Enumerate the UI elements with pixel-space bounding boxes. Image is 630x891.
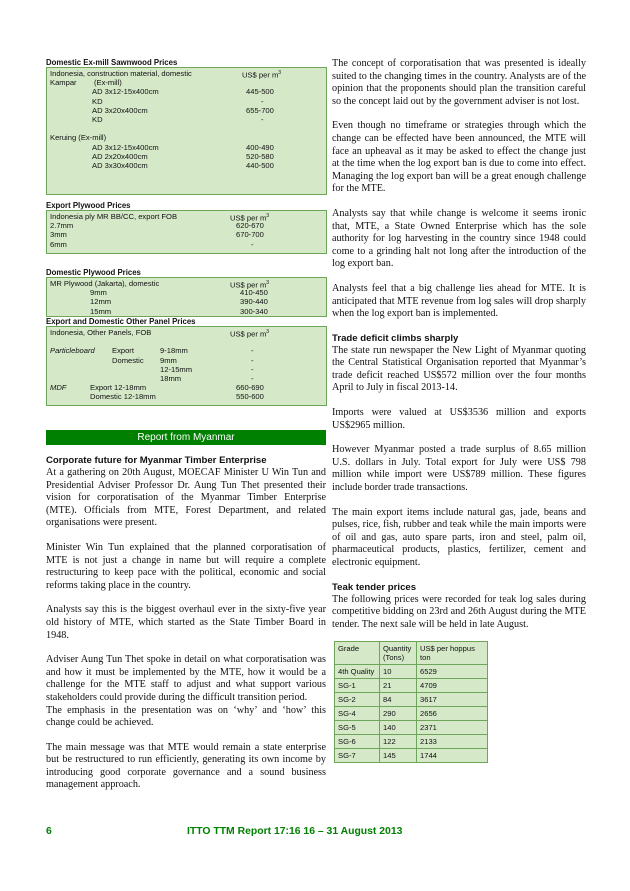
table-cell: 2656	[417, 707, 488, 721]
table-cell: 140	[380, 721, 417, 735]
table-row	[335, 721, 488, 735]
keruing-label: Keruing (Ex-mill)	[50, 133, 107, 143]
table-header-cell: Grade	[335, 642, 380, 665]
table-cell: SG-2	[335, 693, 380, 707]
price-value: 550-600	[236, 392, 264, 402]
paragraph: Adviser Aung Tun Thet spoke in detail on what corporatisation was and how it must be implemented by the MTE, how it would be a challenge for the MTE staff to adjust and what support various stakeholders could provide during the difficult transition period.	[46, 654, 326, 703]
table-row	[335, 665, 488, 679]
paragraph: Imports were valued at US$3536 million and exports US$2965 million.	[332, 407, 586, 431]
paragraph: Analysts say this is the biggest overhaul ever in the sixty-five year old history of MTE, which started as the State Timber Board in 1948.	[46, 604, 326, 641]
table-cell: 145	[380, 749, 417, 763]
price-label: AD 3x12-15x400cm	[92, 87, 159, 97]
sawnwood-header-right: US$ per $m^3$	[242, 70, 282, 80]
price-value: -	[251, 346, 254, 356]
table-cell: SG-1	[335, 679, 380, 693]
table-cell: 122	[380, 735, 417, 749]
paragraph: Minister Win Tun explained that the planned corporatisation of MTE is not just a change in name but will require a complete restructuring to keep pace with the political, economic and social reforms taking place in the country.	[46, 541, 326, 591]
table-header-cell: Quantity (Tons)	[380, 642, 417, 665]
table-cell: 1744	[417, 749, 488, 763]
paragraph: Analysts say that while change is welcome it seems ironic that, MTE, a State Owned Enterprise which has the sole authority for log harvesting in the country since 1948 could come to a grinding halt not long after the introduction of the log export ban.	[332, 207, 586, 270]
domestic-plywood-box	[46, 277, 327, 317]
table-header-row	[335, 642, 488, 665]
price-value: 440-500	[246, 160, 274, 170]
sawnwood-header-left: Indonesia, construction material, domestic	[50, 69, 192, 78]
paragraph: The main export items include natural gas, jade, beans and pulses, rice, fish, rubber and teak while the main imports were of oil and gas, auto spare parts, iron and steel, palm oil, pharmaceutical products, plastics, fertilizer, cement and electronic equipment.	[332, 506, 586, 568]
price-label: AD 3x30x400cm	[92, 160, 148, 170]
price-value: 300-340	[240, 306, 268, 316]
price-label: 3mm	[50, 230, 67, 240]
teak-tender-heading: Teak tender prices	[332, 581, 417, 593]
table-row	[335, 679, 488, 693]
price-value: 390-440	[240, 297, 268, 307]
export-plywood-title: Export Plywood Prices	[46, 201, 131, 210]
table-cell: SG-7	[335, 749, 380, 763]
kampar-label: Kampar	[50, 78, 77, 88]
table-cell: 4709	[417, 679, 488, 693]
table-cell: 21	[380, 679, 417, 693]
price-label: Export 12-18mm	[90, 383, 147, 393]
domestic-plywood-header-right: US$ per $m^3$	[230, 280, 270, 290]
price-label: 9mm	[160, 355, 177, 365]
price-label: 15mm	[90, 306, 112, 316]
sawnwood-title: Domestic Ex-mill Sawnwood Prices	[46, 58, 178, 67]
price-label: 18mm	[160, 373, 182, 383]
price-label: 9mm	[90, 288, 107, 298]
price-value: -	[251, 373, 254, 383]
table-cell: 3617	[417, 693, 488, 707]
price-value: 520-580	[246, 151, 274, 161]
other-panels-header-right: US$ per $m^3$	[230, 329, 270, 339]
page-number: 6	[46, 826, 52, 837]
table-cell: SG-6	[335, 735, 380, 749]
table-cell: SG-5	[335, 721, 380, 735]
teak-price-table	[334, 641, 488, 763]
price-label: AD 2x20x400cm	[92, 151, 148, 161]
table-cell: SG-4	[335, 707, 380, 721]
report-title: ITTO TTM Report 17:16 16 – 31 August 2013	[187, 826, 403, 837]
paragraph: The following prices were recorded for teak log sales during competitive bidding on 23rd and 26th August during the MTE tender. The next sale will be held in late August.	[332, 593, 586, 630]
price-label: KD	[92, 114, 103, 124]
paragraph: The concept of corporatisation that was presented is ideally suited to the changing times in the country. Analysts are of the opinion that the proponents should plan the transition careful so the concept laid out by the government adviser is not lost.	[332, 58, 586, 107]
table-row	[335, 707, 488, 721]
price-value: 660-690	[236, 383, 264, 393]
sawnwood-price-box	[46, 67, 327, 195]
price-value: -	[251, 355, 254, 365]
export-plywood-box	[46, 210, 327, 254]
price-label: 9-18mm	[160, 346, 188, 356]
table-cell: 2371	[417, 721, 488, 735]
other-panels-box	[46, 326, 327, 406]
table-cell: 4th Quality	[335, 665, 380, 679]
price-value: -	[251, 239, 254, 249]
table-row	[335, 749, 488, 763]
paragraph: The state run newspaper the New Light of Myanmar quoting the Central Statistical Organisation reported that Myanmar’s trade deficit reached US$572 million over the four months April to July in fiscal 2013-14.	[332, 344, 586, 394]
paragraph: The main message was that MTE would remain a state enterprise but be restructured to run efficiently, generating its own income by introducing good corporate governance and a sound business management approach.	[46, 741, 326, 791]
particleboard-label: Particleboard	[50, 346, 95, 356]
mdf-label: MDF	[50, 383, 67, 393]
paragraph: Even though no timeframe or strategies through which the change can be effected have been announced, the MTE will face an upheaval as it may be asked to effect the change just at the time when the log export ban is due to come into effect. Managing the log export ban will be a great enough challenge for the MTE.	[332, 120, 586, 195]
table-header-cell: US$ per hoppus ton	[417, 642, 488, 665]
other-panels-header-left: Indonesia, Other Panels, FOB	[50, 328, 152, 337]
trade-deficit-heading: Trade deficit climbs sharply	[332, 332, 459, 344]
price-label: 2.7mm	[50, 221, 74, 231]
price-label: 12mm	[90, 297, 112, 307]
corporate-future-heading: Corporate future for Myanmar Timber Enterprise	[46, 455, 267, 466]
price-label: Domestic 12-18mm	[90, 392, 156, 402]
paragraph: However Myanmar posted a trade surplus of 8.65 million U.S. dollars in July. Total export for July were US$ 798 million while import were US$789 million. These figures include border trade transactions.	[332, 444, 586, 494]
price-label: KD	[92, 96, 103, 106]
export-plywood-header-left: Indonesia ply MR BB/CC, export FOB	[50, 212, 178, 221]
price-label: AD 3x20x400cm	[92, 105, 148, 115]
price-label: 12-15mm	[160, 364, 193, 374]
domestic-label: Domestic	[112, 355, 144, 365]
other-panels-title: Export and Domestic Other Panel Prices	[46, 317, 196, 326]
table-cell: 2133	[417, 735, 488, 749]
table-row	[335, 735, 488, 749]
export-plywood-header-right: US$ per $m^3$	[230, 213, 270, 223]
price-value: 670-700	[236, 230, 264, 240]
price-label: 6mm	[50, 239, 67, 249]
table-cell: 290	[380, 707, 417, 721]
domestic-plywood-header-left: MR Plywood (Jakarta), domestic	[50, 279, 160, 288]
table-row	[335, 693, 488, 707]
paragraph: Analysts feel that a big challenge lies ahead for MTE. It is anticipated that MTE revenue from log sales will drop sharply when the log export ban is implemented.	[332, 282, 586, 320]
exmill-label: (Ex-mill)	[94, 78, 122, 88]
price-value: -	[251, 364, 254, 374]
price-value: -	[261, 96, 264, 106]
right-column	[332, 58, 586, 763]
price-value: 620-670	[236, 221, 264, 231]
paragraph: At a gathering on 20th August, MOECAF Minister U Win Tun and Presidential Adviser Professor Dr. Aung Tun Thet presented their vision for corporatisation of the Myanmar Timber Enterprise (MTE). Officials from MTE, Forest Department, and related organisations were present.	[46, 467, 326, 529]
price-label: AD 3x12-15x400cm	[92, 142, 159, 152]
table-cell: 6529	[417, 665, 488, 679]
domestic-plywood-title: Domestic Plywood Prices	[46, 268, 141, 277]
price-value: 400-490	[246, 142, 274, 152]
section-banner: Report from Myanmar	[46, 430, 326, 445]
price-value: 445-500	[246, 87, 274, 97]
price-value: 410-450	[240, 288, 268, 298]
table-cell: 84	[380, 693, 417, 707]
table-cell: 10	[380, 665, 417, 679]
price-value: -	[261, 114, 264, 124]
left-column	[46, 58, 326, 792]
paragraph: The emphasis in the presentation was on ‘why’ and ‘how’ this change could be achieved.	[46, 704, 326, 729]
price-value: 655-700	[246, 105, 274, 115]
export-label: Export	[112, 346, 134, 356]
